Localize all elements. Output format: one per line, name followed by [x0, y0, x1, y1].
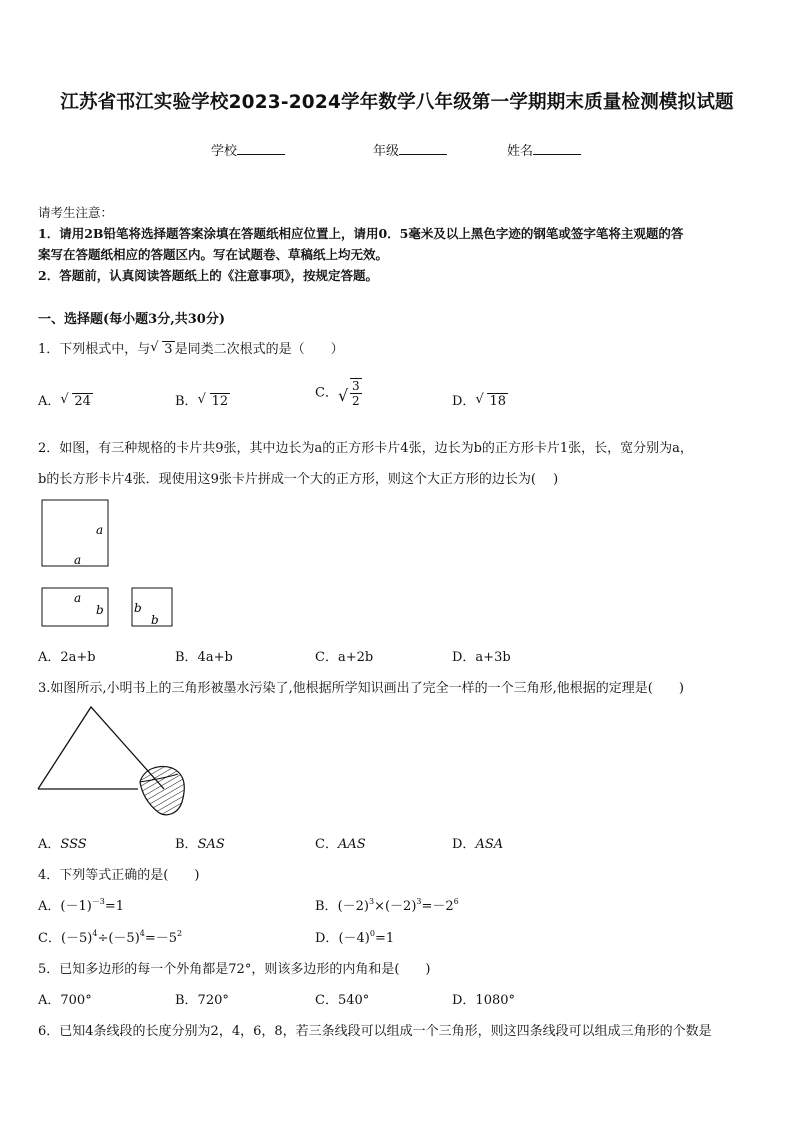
q3-option-d: D．ASA [452, 837, 504, 852]
sqrt-symbol: √ 3 [150, 340, 173, 357]
question-4: 4．下列等式正确的是( ) [38, 868, 200, 883]
page-title: 江苏省邗江实验学校2023-2024学年数学八年级第一学期期末质量检测模拟试题 [60, 92, 734, 113]
q5-option-c: C．540° [315, 993, 370, 1008]
q2-option-c: C．a+2b [315, 650, 374, 665]
school-field: 学校 [211, 140, 285, 159]
q5-option-d: D．1080° [452, 993, 516, 1008]
question-3: 3.如图所示,小明书上的三角形被墨水污染了,他根据所学知识画出了完全一样的一个三角形,他根据的定理是( ) [38, 681, 684, 696]
q4-option-a: A．$(-1)^{-3}=1$ [38, 897, 125, 914]
section-heading: 一、选择题(每小题3分,共30分) [38, 312, 225, 327]
question-1: 1．下列根式中，与 √ 3 是同类二次根式的是（ ） [38, 340, 344, 357]
q3-option-b: B．SAS [175, 837, 225, 852]
q3-option-a: A．SSS [38, 837, 87, 852]
q1-option-a: A． √ 24 [38, 392, 91, 409]
q4-option-c: C．$(-5)^4\div(-5)^4=-5^2$ [38, 929, 183, 946]
q4-option-b: B．$(-2)^3\times(-2)^3=-2^6$ [315, 897, 459, 914]
q1-option-b: B． √ 12 [175, 392, 229, 409]
notice-line-1b: 案写在答题纸相应的答题区内。写在试题卷、草稿纸上均无效。 [38, 247, 389, 262]
label-b-bottom: b [151, 613, 159, 627]
grade-field: 年级 [373, 140, 447, 159]
notice-line-2: 2．答题前，认真阅读答题纸上的《注意事项》，按规定答题。 [38, 268, 378, 283]
q4-option-d: D．$(-4)^0=1$ [315, 929, 395, 946]
question-5: 5．已知多边形的每一个外角都是72°，则该多边形的内角和是( ) [38, 962, 431, 977]
q1-option-c: C． √ $\frac{3}{2}$ [315, 379, 360, 408]
q3-option-c: C．AAS [315, 837, 366, 852]
label-rect-a: a [74, 591, 82, 605]
q5-option-b: B．720° [175, 993, 229, 1008]
question-6: 6．已知4条线段的长度分别为2，4，6，8，若三条线段可以组成一个三角形，则这四条线段可以组成三角形的个数是 [38, 1024, 712, 1039]
notice-heading: 请考生注意： [38, 205, 114, 220]
question-2-line-1: 2．如图，有三种规格的卡片共9张，其中边长为a的正方形卡片4张，边长为b的正方形卡片1张，长，宽分别为a， [38, 441, 693, 456]
q5-option-a: A．700° [38, 993, 92, 1008]
q2-option-b: B．4a+b [175, 650, 233, 665]
name-field: 姓名 [507, 140, 581, 159]
q2-option-a: A．2a+b [38, 650, 96, 665]
q3-triangle-figure [36, 702, 196, 818]
question-2-line-2: b的长方形卡片4张．现使用这9张卡片拼成一个大的正方形，则这个大正方形的边长为( ) [38, 472, 559, 487]
label-a-bottom: a [74, 553, 82, 567]
q2-option-d: D．a+3b [452, 650, 511, 665]
q2-cards-figure [38, 496, 178, 632]
notice-line-1a: 1．请用2B铅笔将选择题答案涂填在答题纸相应位置上，请用0．5毫米及以上黑色字迹的钢笔或签字笔将主观题的答 [38, 226, 684, 241]
q1-option-d: D． √ 18 [452, 392, 506, 409]
label-rect-b: b [96, 603, 104, 617]
label-a-side: a [96, 523, 104, 537]
label-b-side: b [134, 601, 142, 615]
